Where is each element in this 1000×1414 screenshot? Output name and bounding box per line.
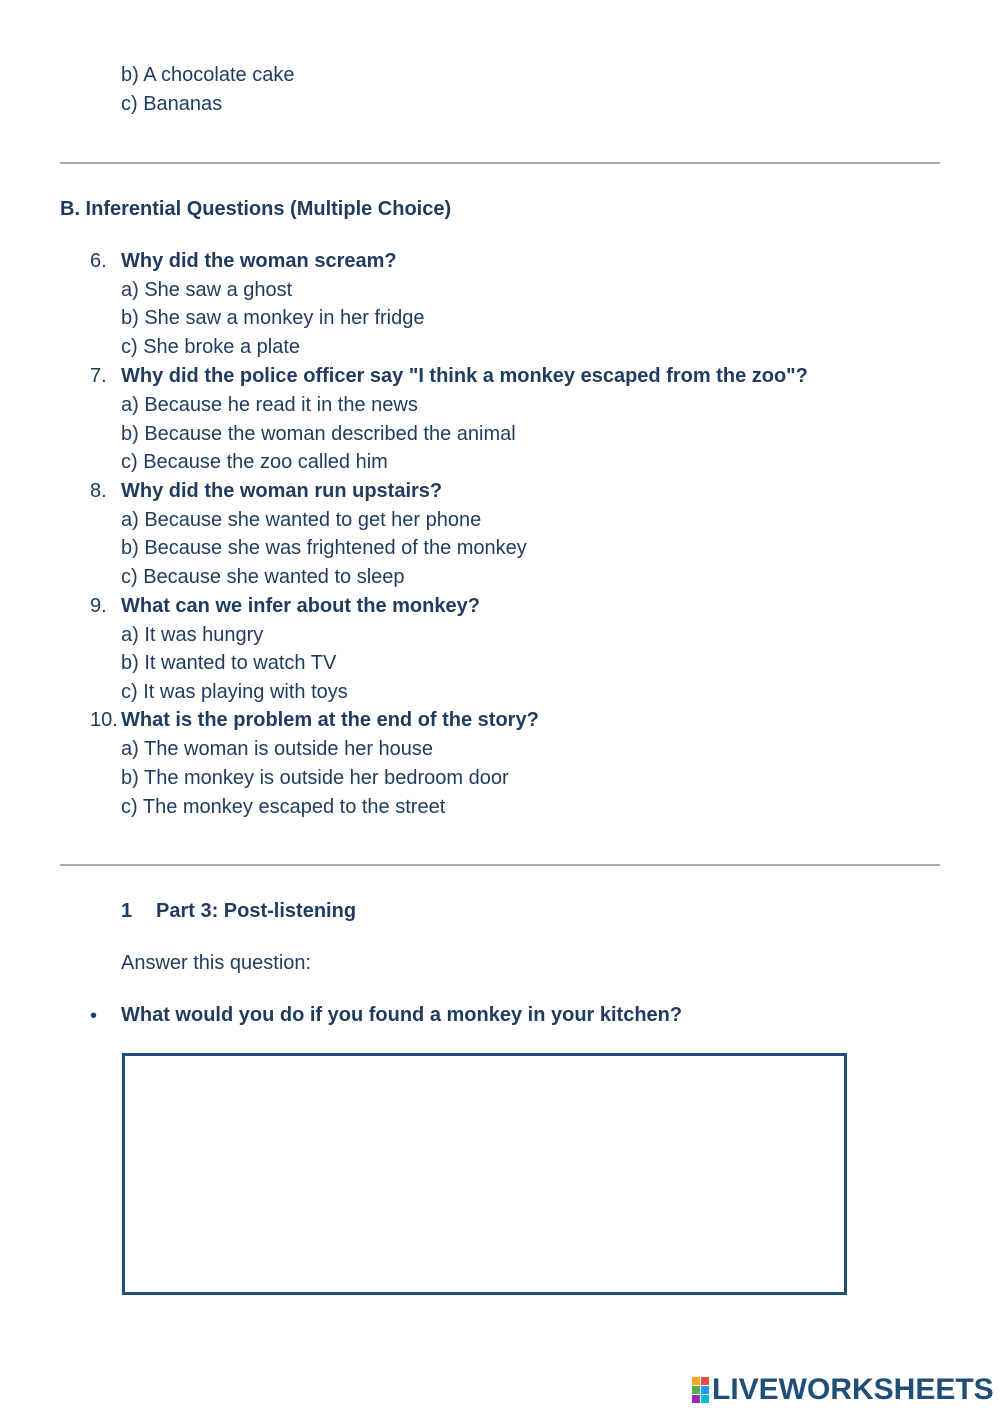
option-c: c) Because the zoo called him [121, 451, 388, 473]
option-b: b) It wanted to watch TV [121, 652, 337, 674]
option-a: a) It was hungry [121, 624, 264, 646]
logo-square [692, 1377, 700, 1385]
option-a: a) Because she wanted to get her phone [121, 509, 482, 531]
logo-square [701, 1395, 709, 1403]
option-a: a) The woman is outside her house [121, 738, 434, 760]
option-c: c) The monkey escaped to the street [121, 796, 446, 818]
option-b: b) The monkey is outside her bedroom door [121, 767, 509, 789]
section-b-heading: B. Inferential Questions (Multiple Choice) [60, 198, 452, 220]
logo-square [692, 1386, 700, 1394]
prev-option-c: c) Bananas [121, 93, 223, 115]
question-text: What is the problem at the end of the story? [121, 709, 539, 731]
question-text: Why did the woman scream? [121, 250, 397, 272]
option-b: b) She saw a monkey in her fridge [121, 307, 425, 329]
part3-question: What would you do if you found a monkey in your kitchen? [121, 1004, 683, 1026]
divider-bottom [60, 864, 940, 866]
part3-title: Part 3: Post-listening [156, 900, 357, 922]
logo-square [692, 1395, 700, 1403]
liveworksheets-logo [692, 1375, 994, 1405]
logo-square [701, 1377, 709, 1385]
logo-grid-icon [692, 1377, 709, 1403]
logo-text: LIVEWORKSHEETS [712, 1373, 994, 1406]
question-text: Why did the police officer say "I think a monkey escaped from the zoo"? [121, 365, 808, 387]
question-text: Why did the woman run upstairs? [121, 480, 443, 502]
option-c: c) Because she wanted to sleep [121, 566, 405, 588]
option-a: a) She saw a ghost [121, 279, 293, 301]
bullet-icon: • [90, 1005, 98, 1027]
option-b: b) Because she was frightened of the monkey [121, 537, 527, 559]
question-text: What can we infer about the monkey? [121, 595, 480, 617]
question-number: 9. [90, 595, 107, 617]
option-b: b) Because the woman described the animal [121, 423, 516, 445]
question-number: 6. [90, 250, 107, 272]
option-c: c) It was playing with toys [121, 681, 348, 703]
part3-number: 1 [121, 900, 133, 922]
question-number: 10. [90, 709, 118, 731]
divider-top [60, 162, 940, 164]
part3-instruction: Answer this question: [121, 952, 312, 974]
logo-square [701, 1386, 709, 1394]
question-number: 8. [90, 480, 107, 502]
option-a: a) Because he read it in the news [121, 394, 418, 416]
question-number: 7. [90, 365, 107, 387]
answer-textarea[interactable] [122, 1053, 847, 1295]
prev-option-b: b) A chocolate cake [121, 64, 295, 86]
option-c: c) She broke a plate [121, 336, 300, 358]
